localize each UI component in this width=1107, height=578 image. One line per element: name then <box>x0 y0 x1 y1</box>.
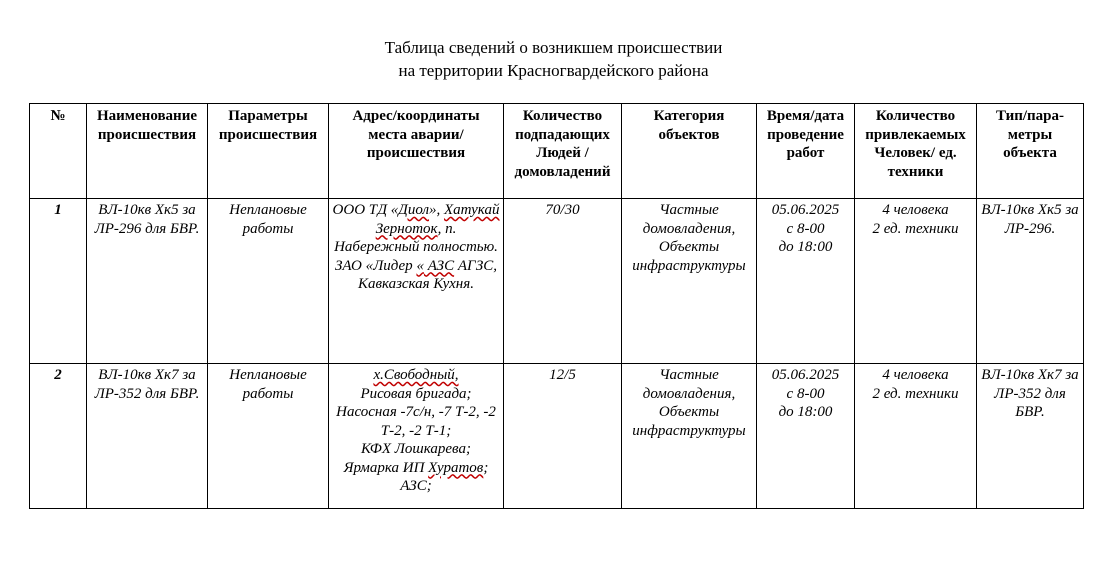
work-date: 05.06.2025 <box>771 367 840 383</box>
address-line: АЗС; <box>400 478 432 494</box>
resources-equipment: 2 ед. техники <box>872 220 959 237</box>
resources-people: 4 человека <box>882 367 949 383</box>
work-start: с 8-00 <box>786 220 825 237</box>
row-number: 2 <box>30 364 87 509</box>
affected-count: 12/5 <box>504 364 622 509</box>
resources-people: 4 человека <box>882 202 949 218</box>
address-part: ; <box>483 459 489 476</box>
work-date: 05.06.2025 <box>771 202 840 218</box>
address-part-misspelled: АЗС <box>423 257 455 274</box>
work-time <box>757 199 855 364</box>
address-line: х.Свободный, <box>373 367 459 383</box>
table-row <box>30 199 1084 364</box>
header-incident-params: Параметры происшествия <box>208 104 329 199</box>
address-part-misspelled: Диол <box>398 202 430 218</box>
address-part-misspelled: Хатукай Зерноток <box>375 202 500 237</box>
address-part-misspelled: « <box>416 257 424 274</box>
work-end: до 18:00 <box>778 239 833 255</box>
table-row <box>30 364 1084 509</box>
header-address: Адрес/координаты места аварии/происшествия <box>329 104 504 199</box>
table-header-row <box>30 104 1084 199</box>
resources-equipment: 2 ед. техники <box>872 385 959 402</box>
work-end: до 18:00 <box>778 404 833 420</box>
header-resources: Количество привлекаемых Человек/ ед. техники <box>855 104 977 199</box>
incident-params: Неплановые работы <box>208 364 329 509</box>
header-object-category: Категория объектов <box>622 104 757 199</box>
work-start: с 8-00 <box>786 385 825 402</box>
affected-count: 70/30 <box>504 199 622 364</box>
header-number: № <box>30 104 87 199</box>
address-line: КФХ Лошкарева; <box>361 441 471 457</box>
header-affected-count: Количество подпадающих Людей / домовладений <box>504 104 622 199</box>
address-line: Насосная -7с/н, -7 Т-2, -2 Т-2, -2 Т-1; <box>336 404 496 439</box>
resources <box>855 364 977 509</box>
incident-name: ВЛ-10кв Хк7 за ЛР-352 для БВР. <box>87 364 208 509</box>
address-line: Рисовая бригада; <box>360 385 472 402</box>
address-part-misspelled: Хуратов <box>428 459 484 476</box>
header-incident-name: Наименование происшествия <box>87 104 208 199</box>
resources <box>855 199 977 364</box>
incident-params: Неплановые работы <box>208 199 329 364</box>
title-line-1: Таблица сведений о возникшем происшествии <box>384 38 723 57</box>
header-work-time: Время/дата проведение работ <box>757 104 855 199</box>
address-line <box>332 459 500 478</box>
address-part: , п. Набережный полностью. <box>334 220 498 255</box>
incident-table <box>29 103 1084 509</box>
address-part: Ярмарка ИП <box>343 459 429 476</box>
header-object-type: Тип/пара-метры объекта <box>977 104 1084 199</box>
object-category: Частные домовладения, Объекты инфраструктуры <box>622 199 757 364</box>
object-type: ВЛ-10кв Хк5 за ЛР-296. <box>977 199 1084 364</box>
object-type: ВЛ-10кв Хк7 за ЛР-352 для БВР. <box>977 364 1084 509</box>
address-part: ООО ТД « <box>332 202 399 218</box>
incident-address <box>329 364 504 509</box>
work-time <box>757 364 855 509</box>
address-part: », <box>429 202 445 218</box>
address-part: ЗАО «Лидер <box>334 257 417 274</box>
document-title <box>0 36 1107 82</box>
incident-address <box>329 199 504 364</box>
row-number: 1 <box>30 199 87 364</box>
address-part: АГЗС, Кавказская Кухня. <box>358 257 498 292</box>
title-line-2: на территории Красногвардейского района <box>398 61 709 80</box>
object-category: Частные домовладения, Объекты инфраструктуры <box>622 364 757 509</box>
incident-name: ВЛ-10кв Хк5 за ЛР-296 для БВР. <box>87 199 208 364</box>
